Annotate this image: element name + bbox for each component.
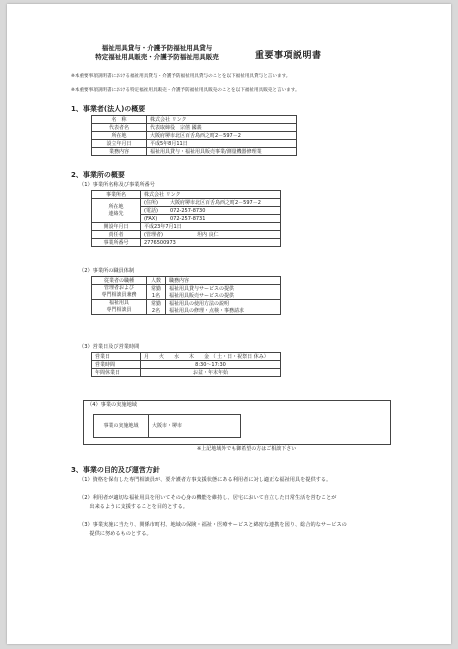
- table-row: 事業の実施地域 大阪市・堺市: [94, 415, 241, 438]
- table-row: (FAX) 072-257-8731: [92, 215, 281, 223]
- table-row: 設立年月日 平成5年8月11日: [92, 140, 297, 148]
- purpose-item-1: （1）資格を保有した専門相談員が、要介護者方事支援状態にある利用者に対し適正な福祉用具を提供する。: [79, 477, 332, 483]
- header-line-2: 特定福祉用具販売・介護予防福祉用具販売: [95, 53, 219, 61]
- table-header-row: 従業者の職種 人数 職務内容: [92, 277, 281, 285]
- section2-title: 2、事業所の概要: [71, 171, 125, 179]
- table-row: 名 称 株式会社 リンク: [92, 116, 297, 124]
- section3-title: 3、事業の目的及び運営方針: [71, 466, 160, 474]
- table-row: 営業日 月 火 水 木 金 （ 土・日・祝祭日 休み）: [92, 353, 281, 361]
- table-row: 2名 福祉用具の修理・点検・事務請求: [92, 307, 281, 315]
- section2-sub2: （2）事業所の職員体制: [79, 268, 135, 274]
- section2-sub4: （4）事業の実施地域: [87, 402, 137, 408]
- hours-table: [91, 352, 281, 377]
- table-row: 責任者 (管理者) 坦内 良仁: [92, 231, 281, 239]
- section1-title: 1、事業者(法人)の概要: [71, 105, 146, 113]
- table-row: 年間休業日 お盆・年末年始: [92, 369, 281, 377]
- note-sales: ※本重要事項説明書における特定福祉用具販売・介護予防福祉用具販売のことを以下福祉用具販売と言います。: [71, 88, 300, 93]
- office-table: [91, 190, 281, 247]
- header-service-names: [67, 44, 247, 62]
- company-table: [91, 115, 297, 156]
- section2-sub1: （1）事業所名称及び事業所番号: [79, 182, 155, 188]
- table-row: 代表者名 代表取締役 宗僖 國義: [92, 124, 297, 132]
- section2-sub3: （3）営業日及び営業時間: [79, 344, 140, 350]
- table-row: 営業時間 8:30～17:30: [92, 361, 281, 369]
- table-row: 事業所番号 2776500973: [92, 239, 281, 247]
- area-table: [93, 414, 241, 438]
- table-row: 業務内容 福祉用具貸与・福祉用具販売事業/測量機器修理業: [92, 148, 297, 156]
- table-row: 所在地 連絡先 (住所) 大阪府堺市北区百舌鳥西之町2－597－2: [92, 199, 281, 207]
- document-page: [7, 4, 451, 644]
- purpose-item-3: （3）事業実施に当たり、関係市町村、地域の保険・福祉・医療サービスと綿密な連携を図り、総合的なサービスの 提供に努めるものとする。: [79, 522, 347, 537]
- area-note: ※上記地域外でも御希望の方はご相談下さい: [197, 446, 297, 452]
- table-row: 管理者および 専門相談員兼務 常勤 福祉用具貸与サービスの提供: [92, 285, 281, 293]
- table-row: 1名 福祉用具販売サービスの提供: [92, 292, 281, 300]
- table-row: 福祉用具 専門相談員 常勤 福祉用具の使用方法の説明: [92, 300, 281, 308]
- staff-table: [91, 276, 281, 315]
- note-rental: ※本重要事項説明書における福祉用具貸与・介護予防福祉用具貸与のことを以下福祉用具貸与と言います。: [71, 74, 291, 79]
- document-title: 重要事項説明書: [255, 51, 322, 61]
- table-row: (電話) 072-257-8730: [92, 207, 281, 215]
- table-row: 事業所名 株式会社 リンク: [92, 191, 281, 199]
- purpose-item-2: （2）利用者が適切な福祉用具を用いてその心身の機能を維持し、居宅において自立した日常生活を営むことが 出来るように支援することを目的とする。: [79, 495, 337, 510]
- table-row: 開設年月日 平成23年7月1日: [92, 223, 281, 231]
- table-row: 所在地 大阪府堺市北区百舌鳥西之町2－597－2: [92, 132, 297, 140]
- header-line-1: 福祉用具貸与・介護予防福祉用具貸与: [101, 44, 213, 52]
